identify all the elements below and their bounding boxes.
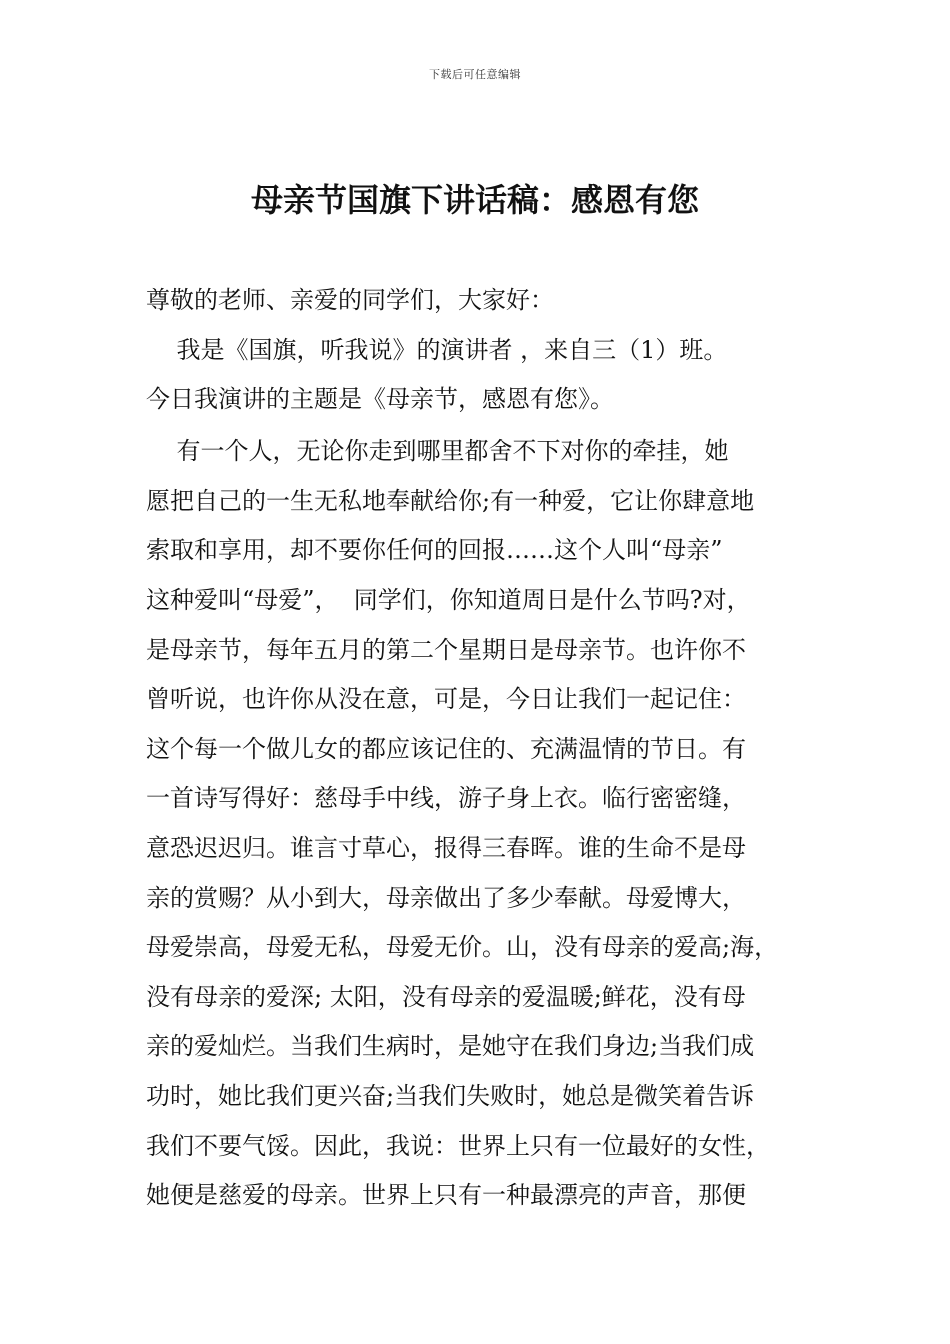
body-line: 意恐迟迟归。谁言寸草心，报得三春晖。谁的生命不是母: [146, 833, 746, 862]
body-line-greeting: 尊敬的老师、亲爱的同学们，大家好：: [146, 286, 554, 314]
body-line: 愿把自己的一生无私地奉献给你;有一种爱，它让你肆意地: [146, 486, 755, 515]
body-line: 曾听说，也许你从没在意，可是，今日让我们一起记住：: [146, 685, 746, 714]
body-line: 这个每一个做儿女的都应该记住的、充满温情的节日。有: [146, 734, 746, 763]
body-line: 索取和享用，却不要你任何的回报……这个人叫“母亲”: [146, 536, 723, 565]
body-line: 我们不要气馁。因此，我说：世界上只有一位最好的女性，: [146, 1131, 770, 1160]
body-line: 亲的赏赐？从小到大，母亲做出了多少奉献。母爱博大，: [146, 883, 746, 912]
header-note: 下载后可任意编辑: [429, 68, 521, 81]
body-line: 她便是慈爱的母亲。世界上只有一种最漂亮的声音，那便: [146, 1181, 746, 1210]
body-line: 没有母亲的爱深; 太阳，没有母亲的爱温暖;鲜花，没有母: [146, 982, 746, 1011]
body-line: 这种爱叫“母爱”， 同学们，你知道周日是什么节吗?对，: [146, 585, 751, 614]
body-line: 今日我演讲的主题是《母亲节，感恩有您》。: [146, 385, 614, 414]
body-line: 亲的爱灿烂。当我们生病时，是她守在我们身边;当我们成: [146, 1032, 755, 1061]
body-line: 母爱崇高，母爱无私，母爱无价。山，没有母亲的爱高;海，: [146, 933, 779, 962]
document-body: [146, 283, 836, 1228]
body-line: 我是《国旗，听我说》的演讲者 ，来自三（1）班。: [146, 335, 728, 364]
body-line: 是母亲节，每年五月的第二个星期日是母亲节。也许你不: [146, 635, 746, 664]
document-title: 母亲节国旗下讲话稿：感恩有您: [250, 181, 699, 219]
body-line: 有一个人，无论你走到哪里都舍不下对你的牵挂，她: [146, 437, 729, 466]
body-line: 功时，她比我们更兴奋;当我们失败时，她总是微笑着告诉: [146, 1081, 755, 1110]
body-line: 一首诗写得好：慈母手中线，游子身上衣。临行密密缝，: [146, 784, 746, 813]
